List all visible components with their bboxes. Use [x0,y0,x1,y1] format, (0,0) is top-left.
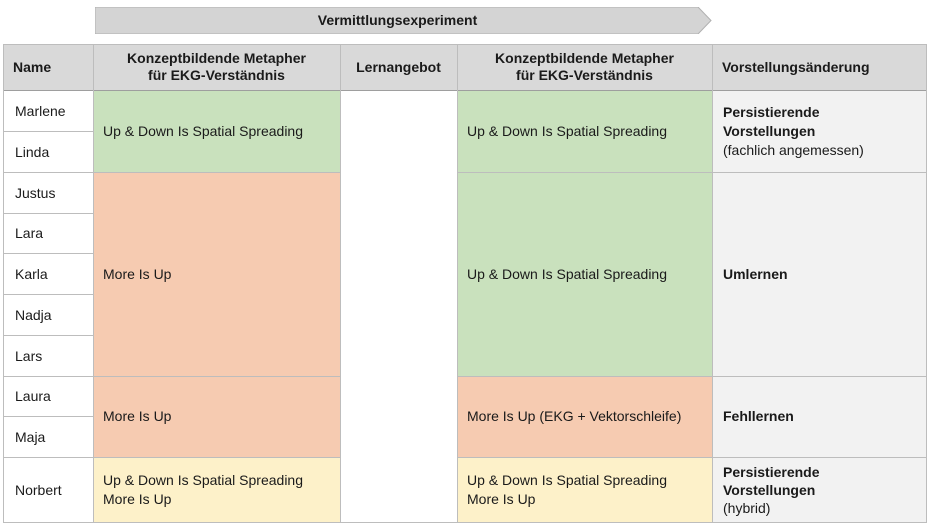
col-border [3,44,4,523]
metaphor-after-group-2: Up & Down Is Spatial Spreading [457,172,712,376]
change-note: (hybrid) [723,500,771,516]
change-label: Umlernen [723,265,788,282]
lernangebot-column [340,90,457,523]
group-divider [3,457,340,458]
metaphor-after-group-4: Up & Down Is Spatial Spreading More Is Up [457,457,712,523]
metaphor-before-group-2: More Is Up [93,172,340,376]
metaphor-before-group-4: Up & Down Is Spatial Spreading More Is Up [93,457,340,523]
col-border [712,44,713,523]
student-name: Marlene [3,90,93,131]
header-metaphor-after: Konzeptbildende Metapher für EKG-Verständnis [457,44,712,90]
change-label: Fehllernen [723,408,794,424]
change-group-2 [712,172,927,376]
student-name: Lars [3,335,93,376]
metaphor-before-group-3: More Is Up [93,376,340,457]
change-note: (fachlich angemessen) [723,141,864,158]
metaphor-before-group-1: Up & Down Is Spatial Spreading [93,90,340,172]
header-metaphor-before: Konzeptbildende Metapher für EKG-Verständnis [93,44,340,90]
group-divider [3,172,340,173]
metaphor-after-group-1: Up & Down Is Spatial Spreading [457,90,712,172]
col-border [926,44,927,523]
student-name: Lara [3,213,93,253]
row-divider [3,131,93,132]
table-border-bottom [3,522,927,523]
student-name: Nadja [3,294,93,335]
metaphor-after-group-3: More Is Up (EKG + Vektorschleife) [457,376,712,457]
change-label: Persistierende Vorstellungen [723,103,820,139]
group-divider [457,172,927,173]
student-name: Karla [3,253,93,294]
header-name: Name [3,44,93,90]
experiment-banner [95,7,712,34]
row-divider [3,294,93,295]
row-divider [3,253,93,254]
banner-label: Vermittlungsexperiment [317,12,478,28]
header-lernangebot: Lernangebot [340,44,457,90]
header-divider [3,90,927,91]
group-divider [457,376,927,377]
change-label: Persistierende Vorstellungen [723,464,820,498]
group-divider [3,376,340,377]
col-border [457,44,458,523]
student-name: Maja [3,416,93,457]
student-name: Justus [3,172,93,213]
change-group-1 [712,90,927,172]
row-divider [3,416,93,417]
col-border [340,44,341,523]
table-border-top [3,44,927,45]
student-name: Norbert [3,457,93,523]
change-group-3 [712,376,927,457]
group-divider [457,457,927,458]
student-name: Linda [3,131,93,172]
row-divider [3,213,93,214]
change-group-4 [712,457,927,523]
col-border [93,44,94,523]
student-name: Laura [3,376,93,416]
header-vorstellungsaenderung: Vorstellungsänderung [712,44,927,90]
row-divider [3,335,93,336]
